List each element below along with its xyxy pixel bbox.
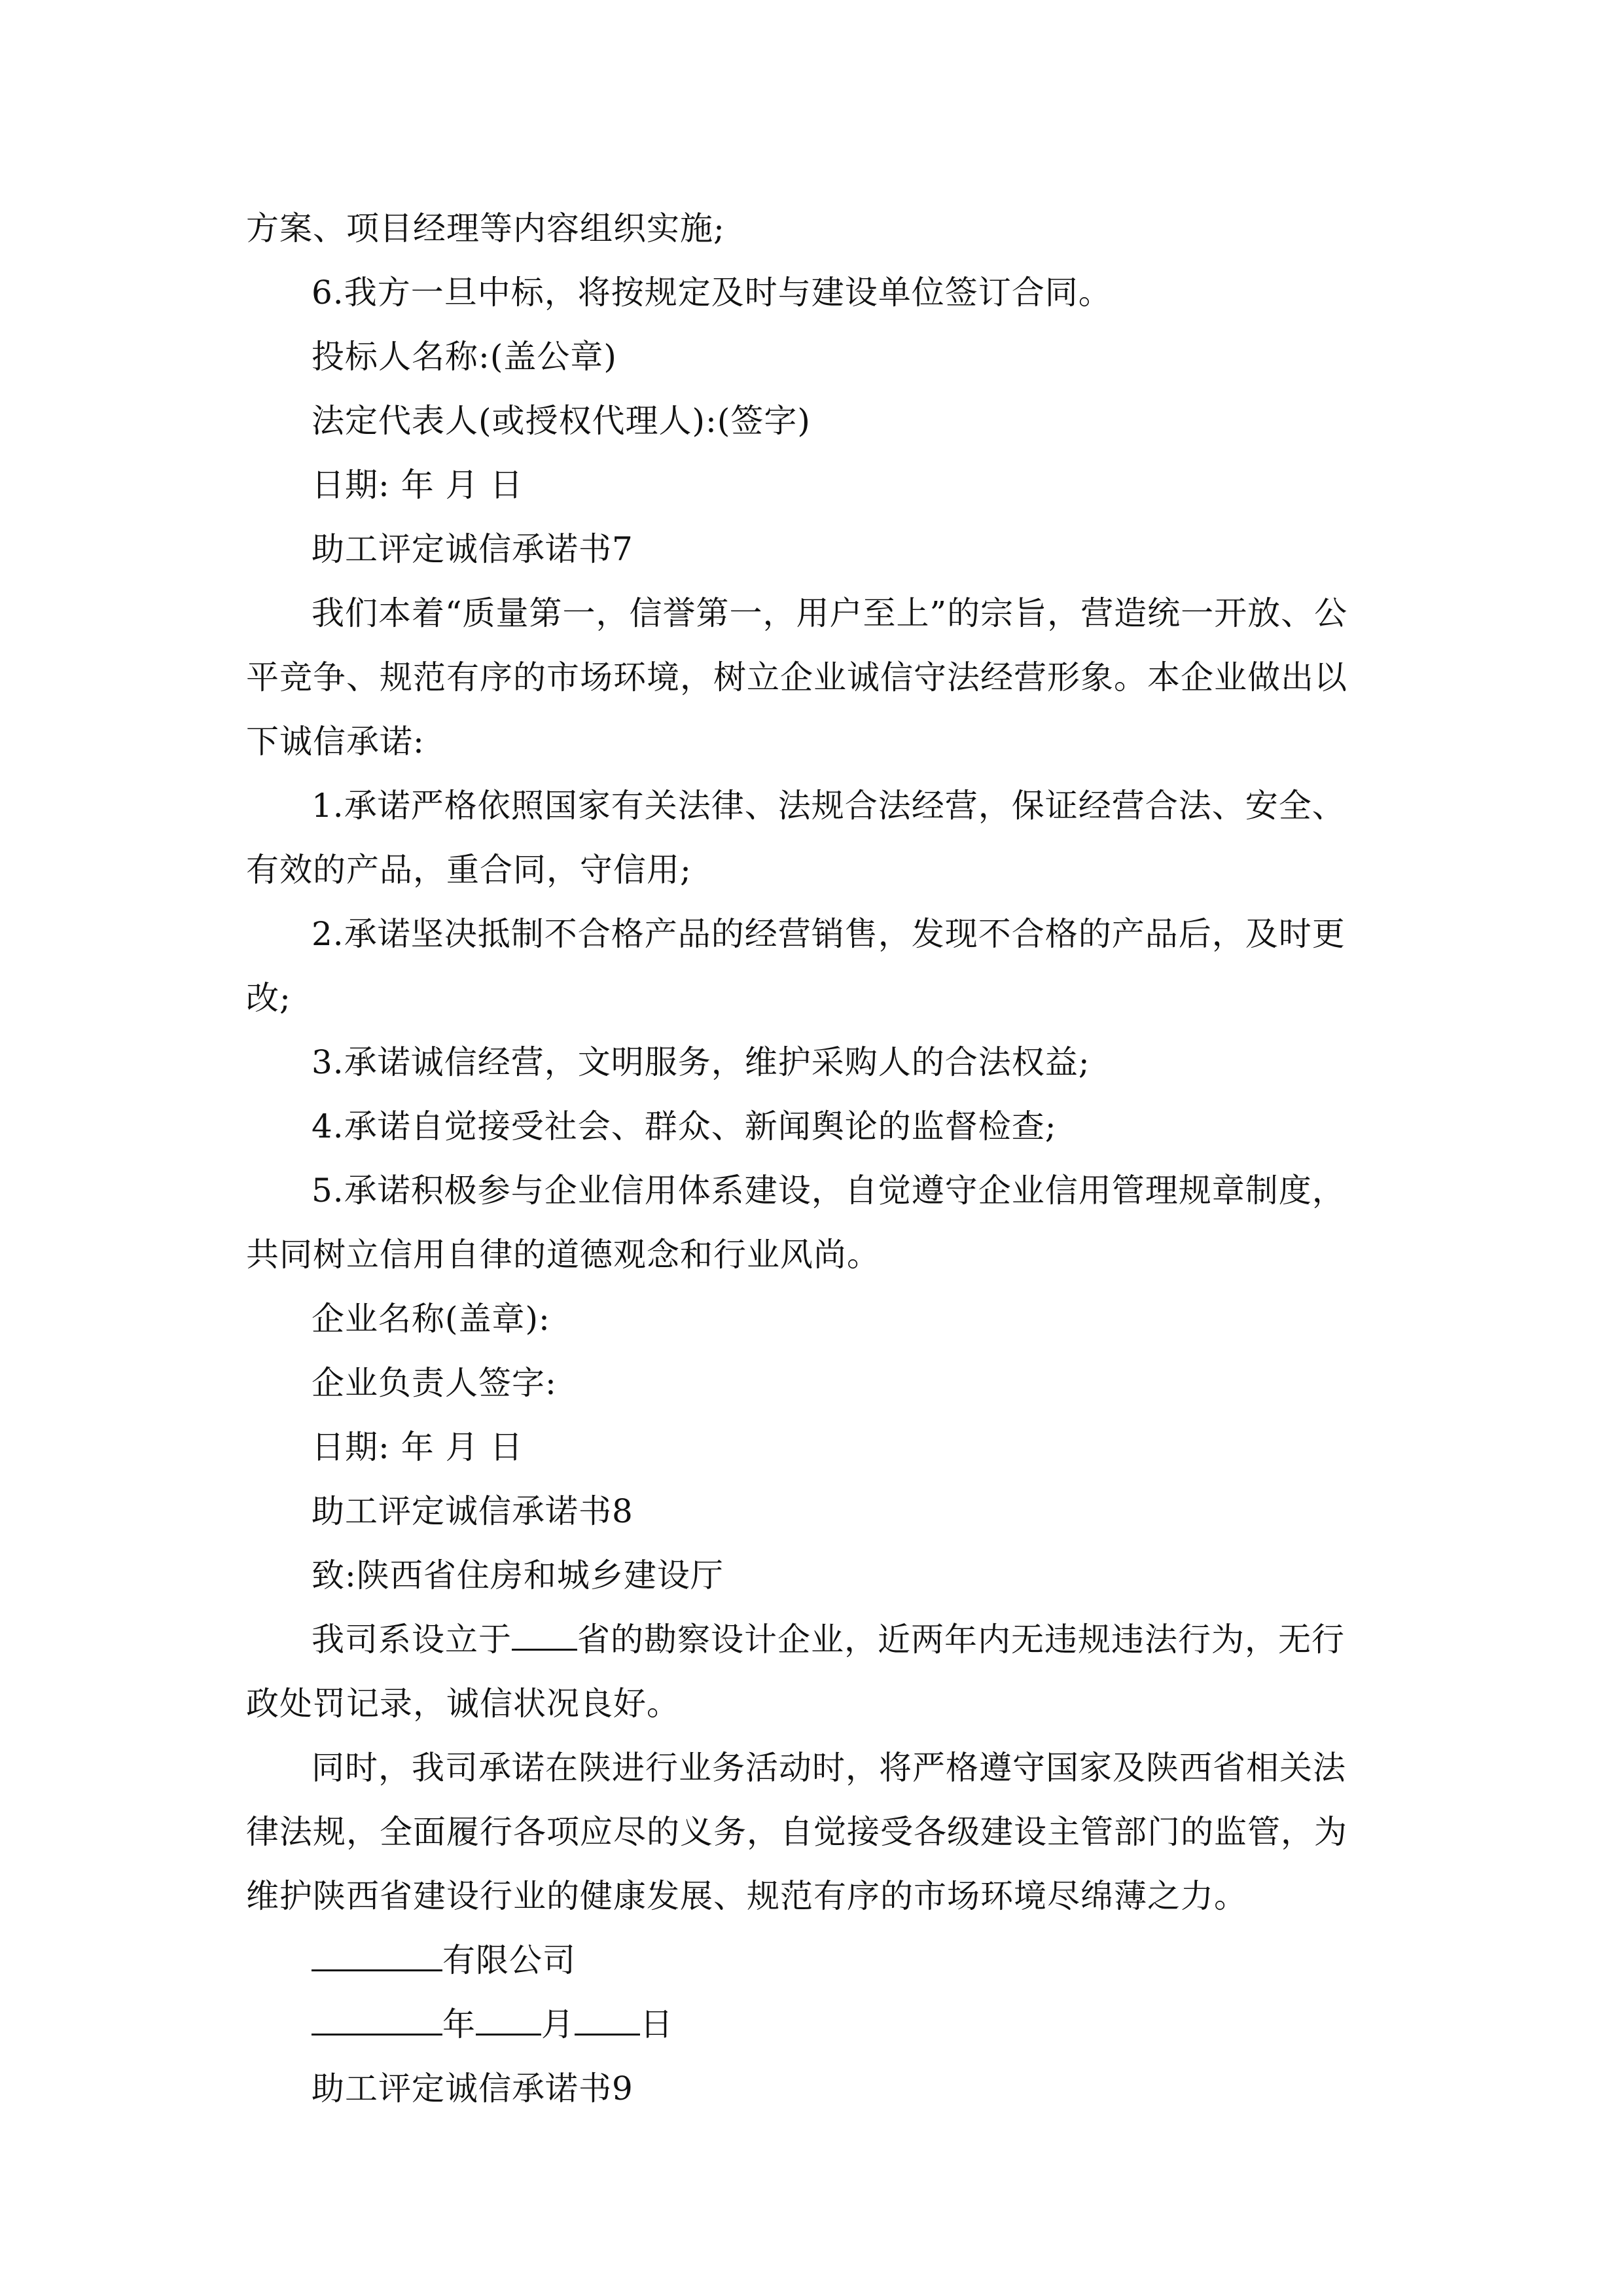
year-blank	[312, 2007, 442, 2036]
bidder-name-line: 投标人名称:(盖公章)	[312, 338, 617, 376]
paragraph-intro-7: 我们本着“质量第一，信誉第一，用户至上”的宗旨，营造统一开放、公平竞争、规范有序的市场环境，树立企业诚信守法经营形象。本企业做出以下诚信承诺:	[246, 594, 1348, 761]
document-body	[246, 196, 1377, 2121]
commitment-item-5: 5.承诺积极参与企业信用体系建设，自觉遵守企业信用管理规章制度，共同树立信用自律的道德观念和行业风尚。	[246, 1172, 1346, 1274]
month-label: 月	[541, 2005, 575, 2043]
commitment-item-2: 2.承诺坚决抵制不合格产品的经营销售，发现不合格的产品后，及时更改;	[246, 915, 1346, 1017]
section-heading-7: 助工评定诚信承诺书7	[312, 530, 633, 568]
month-blank	[476, 2007, 541, 2036]
year-label: 年	[442, 2005, 476, 2043]
company-head-signature-line: 企业负责人签字:	[312, 1364, 557, 1402]
section-heading-8: 助工评定诚信承诺书8	[312, 1492, 633, 1530]
paragraph-commitment-8: 同时，我司承诺在陕进行业务活动时，将严格遵守国家及陕西省相关法律法规，全面履行各项应尽的义务，自觉接受各级建设主管部门的监管，为维护陕西省建设行业的健康发展、规范有序的市场环境尽绵薄之力。	[246, 1749, 1347, 1915]
day-blank	[575, 2007, 640, 2036]
recipient-line: 致:陕西省住房和城乡建设厅	[312, 1556, 724, 1594]
company-signature-line	[246, 1928, 1377, 1992]
day-label: 日	[640, 2005, 673, 2043]
company-status-prefix: 我司系设立于	[312, 1621, 512, 1659]
date-line-2: 日期: 年 月 日	[312, 1428, 524, 1466]
paragraph-item-6: 6.我方一旦中标，将按规定及时与建设单位签订合同。	[312, 274, 1112, 312]
company-status-suffix: 省的勘察设计企业，近两年内无违规违法行为，无行政处罚记录，诚信状况良好。	[246, 1621, 1345, 1723]
commitment-item-4: 4.承诺自觉接受社会、群众、新闻舆论的监督检查;	[312, 1107, 1057, 1145]
province-blank	[512, 1623, 577, 1651]
paragraph-plan: 方案、项目经理等内容组织实施;	[246, 209, 725, 247]
legal-representative-line: 法定代表人(或授权代理人):(签字)	[312, 402, 811, 440]
company-name-blank	[312, 1943, 442, 1971]
company-suffix: 有限公司	[442, 1941, 576, 1979]
company-name-line: 企业名称(盖章):	[312, 1300, 550, 1338]
date-blanks-line	[246, 1992, 1377, 2056]
date-line-1: 日期: 年 月 日	[312, 466, 524, 504]
commitment-item-3: 3.承诺诚信经营，文明服务，维护采购人的合法权益;	[312, 1043, 1090, 1081]
commitment-item-1: 1.承诺严格依照国家有关法律、法规合法经营，保证经营合法、安全、有效的产品，重合同，守信用;	[246, 787, 1346, 889]
section-heading-9: 助工评定诚信承诺书9	[312, 2070, 633, 2108]
paragraph-company-status	[246, 1607, 1377, 1736]
